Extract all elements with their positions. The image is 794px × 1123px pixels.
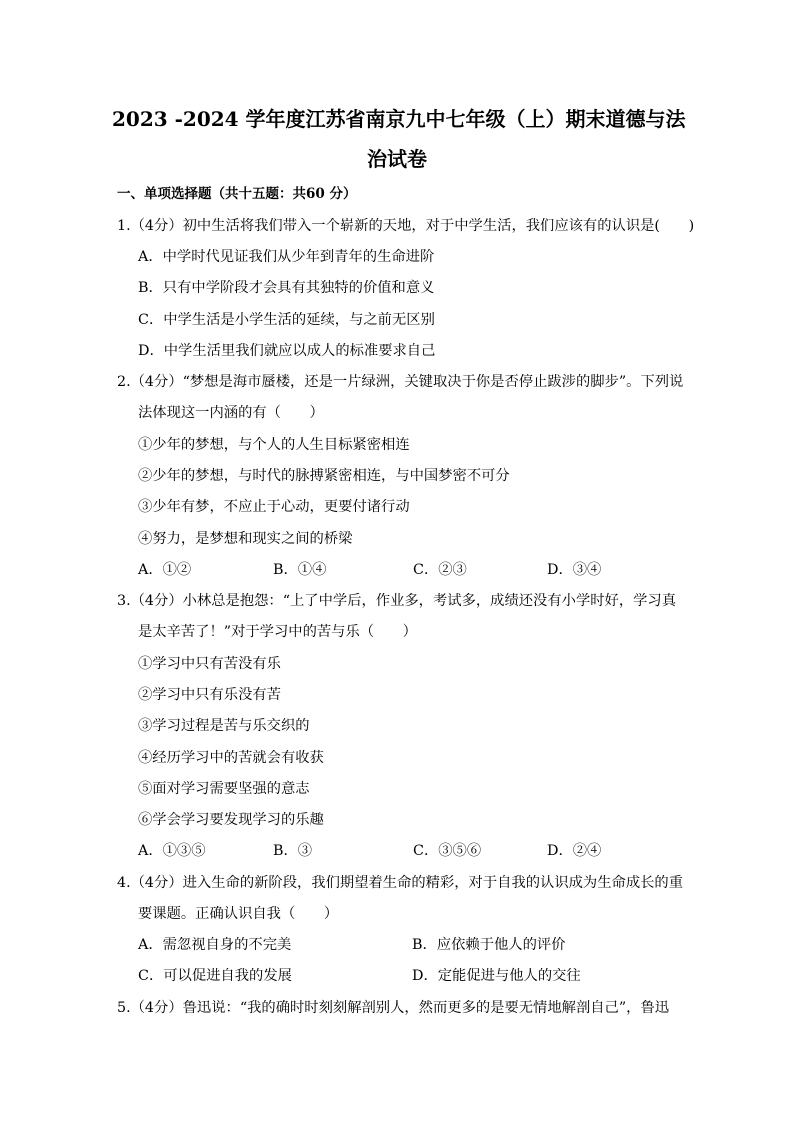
question-1-option-b: B．只有中学阶段才会具有其独特的价值和意义 [138, 280, 435, 296]
question-2-stem: 2.（4分）“梦想是海市蜃楼，还是一片绿洲，关键取决于你是否停止跋涉的脚步”。下列说 [117, 374, 684, 390]
question-1-stem: 1.（4分）初中生活将我们带入一个崭新的天地，对于中学生活，我们应该有的认识是( ) [117, 218, 695, 234]
section-heading: 一、单项选择题（共十五题：共60 分） [117, 186, 357, 202]
question-1-option-c: C．中学生活是小学生活的延续，与之前无区别 [138, 312, 435, 328]
question-2-option-d: D．③④ [547, 562, 602, 578]
question-2-statement-1: ①少年的梦想，与个人的人生目标紧密相连 [138, 437, 410, 453]
question-2-options [138, 562, 698, 578]
question-3-stem-cont: 是太辛苦了！”对于学习中的苦与乐（ ） [138, 624, 417, 640]
exam-title-line2: 治试卷 [367, 147, 427, 171]
question-3-options [138, 843, 698, 859]
question-3-statement-5: ⑤面对学习需要坚强的意志 [138, 781, 310, 797]
question-4-stem: 4.（4分）进入生命的新阶段，我们期望着生命的精彩，对于自我的认识成为生命成长的重 [117, 875, 684, 891]
question-4-options-row1 [138, 937, 698, 953]
question-2-statement-2: ②少年的梦想，与时代的脉搏紧密相连，与中国梦密不可分 [138, 468, 510, 484]
question-2-statement-3: ③少年有梦，不应止于心动，更要付诸行动 [138, 499, 410, 515]
question-3-statement-6: ⑥学会学习要发现学习的乐趣 [138, 812, 324, 828]
question-3-option-d: D．②④ [547, 843, 602, 859]
question-4-stem-cont: 要课题。正确认识自我（ ） [138, 906, 339, 922]
question-3-statement-1: ①学习中只有苦没有乐 [138, 656, 281, 672]
question-3-statement-3: ③学习过程是苦与乐交织的 [138, 718, 310, 734]
question-2-option-b: B．①④ [273, 562, 327, 578]
question-3-option-b: B．③ [273, 843, 313, 859]
question-1-option-d: D．中学生活里我们就应以成人的标准要求自己 [138, 343, 436, 359]
exam-title-line1: 2023 -2024 学年度江苏省南京九中七年级（上）期末道德与法 [112, 107, 686, 131]
question-3-stem: 3.（4分）小林总是抱怨：“上了中学后，作业多，考试多，成绩还没有小学时好，学习真 [117, 593, 677, 609]
question-4-option-d: D．定能促进与他人的交往 [412, 968, 581, 984]
question-3-option-c: C．③⑤⑥ [413, 843, 482, 859]
question-4-option-c: C．可以促进自我的发展 [138, 968, 292, 984]
question-2-option-c: C．②③ [413, 562, 467, 578]
question-3-option-a: A．①③⑤ [138, 843, 206, 859]
question-4-option-b: B．应依赖于他人的评价 [412, 937, 566, 953]
question-1-option-a: A．中学时代见证我们从少年到青年的生命进阶 [138, 249, 435, 265]
question-3-statement-2: ②学习中只有乐没有苦 [138, 687, 281, 703]
question-2-option-a: A．①② [138, 562, 192, 578]
question-4-option-a: A．需忽视自身的不完美 [138, 937, 292, 953]
question-4-options-row2 [138, 968, 698, 984]
question-2-stem-cont: 法体现这一内涵的有（ ） [138, 405, 324, 421]
question-3-statement-4: ④经历学习中的苦就会有收获 [138, 750, 324, 766]
question-2-statement-4: ④努力，是梦想和现实之间的桥梁 [138, 531, 353, 547]
question-5-stem: 5.（4分）鲁迅说：“我的确时时刻刻解剖别人，然而更多的是要无情地解剖自己”，鲁迅 [117, 1000, 670, 1016]
